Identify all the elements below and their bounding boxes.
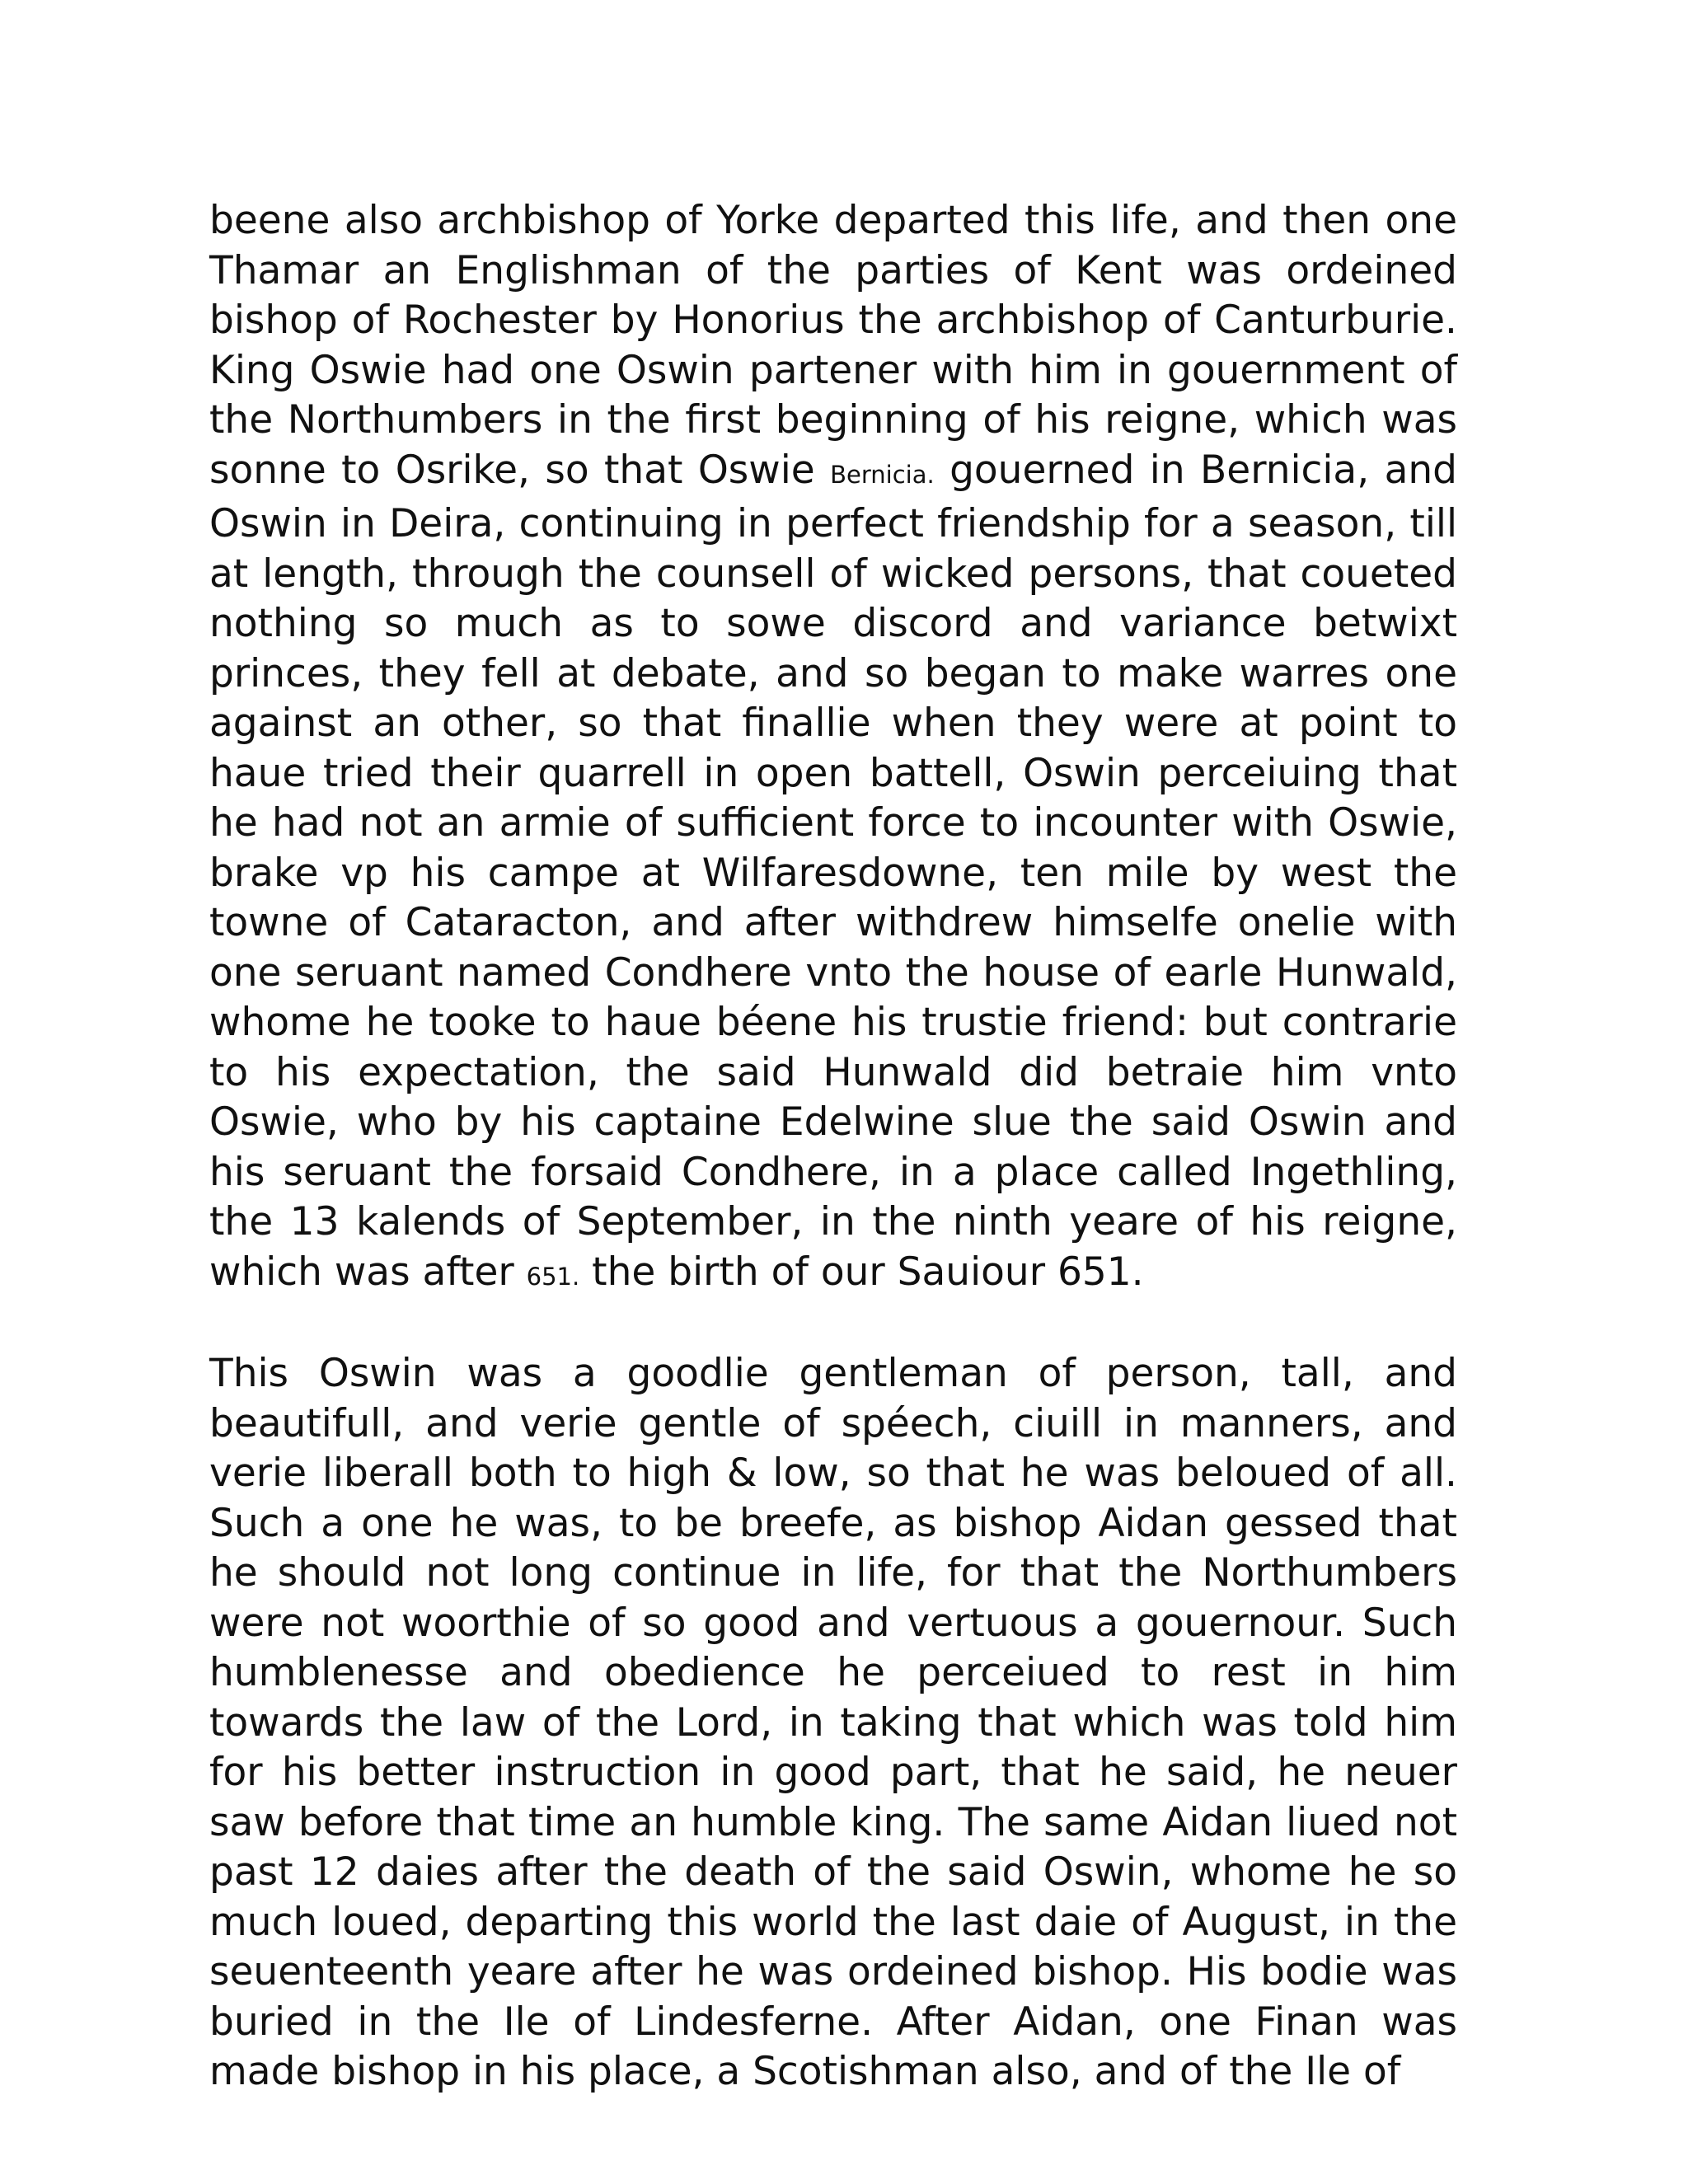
document-page (209, 196, 1457, 2097)
paragraph-oswin-aidan (209, 1349, 1457, 2097)
body-text: beene also archbishop of Yorke departed this life, and then one Thamar an Englishman of the parties of Kent was ordeined bishop of Rochester by Honorius the archbishop of Canturburie. King Oswie had one Oswin partener with him in gouernment of the Northumbers in the first beginning of his reigne, which was sonne to Osrike, so that Oswie (209, 198, 1457, 493)
paragraph-oswie-oswin (209, 196, 1457, 1301)
body-text: the birth of our Sauiour 651. (579, 1249, 1144, 1295)
margin-note-bernicia: Bernicia. (830, 460, 935, 489)
body-text: gouerned in Bernicia, and Oswin in Deira, continuing in perfect friendship for a season, till at length, through the counsell of wicked persons, that coueted nothing so much as to sowe discord and variance betwixt princes, they fell at debate, and so began to make warres one against an other, so that finallie when they were at point to haue tried their quarrell in open battell, Oswin perceiuing that he had not an armie of sufficient force to incounter with Oswie, brake vp his campe at Wilfaresdowne, ten mile by west the towne of Cataracton, and after withdrew himselfe onelie with one seruant named Condhere vnto the house of earle Hunwald, whome he tooke to haue béene his trustie friend: but contrarie to his expectation, the said Hunwald did betraie him vnto Oswie, who by his captaine Edelwine slue the said Oswin and his seruant the forsaid Condhere, in a place called Ingethling, the 13 kalends of September, in the ninth yeare of his reigne, which was after (209, 447, 1457, 1295)
body-text: This Oswin was a goodlie gentleman of person, tall, and beautifull, and verie gentle of spéech, ciuill in manners, and verie liberall both to high & low, so that he was beloued of all. Such a one he was, to be breefe, as bishop Aidan gessed that he should not long continue in life, for that the Northumbers were not woorthie of so good and vertuous a gouernour. Such humblenesse and obedience he perceiued to rest in him towards the law of the Lord, in taking that which was told him for his better instruction in good part, that he said, he neuer saw before that time an humble king. The same Aidan liued not past 12 daies after the death of the said Oswin, whome he so much loued, departing this world the last daie of August, in the seuenteenth yeare after he was ordeined bishop. His bodie was buried in the Ile of Lindesferne. After Aidan, one Finan was made bishop in his place, a Scotishman also, and of the Ile of (209, 1351, 1457, 2094)
margin-note-651: 651. (526, 1262, 580, 1291)
